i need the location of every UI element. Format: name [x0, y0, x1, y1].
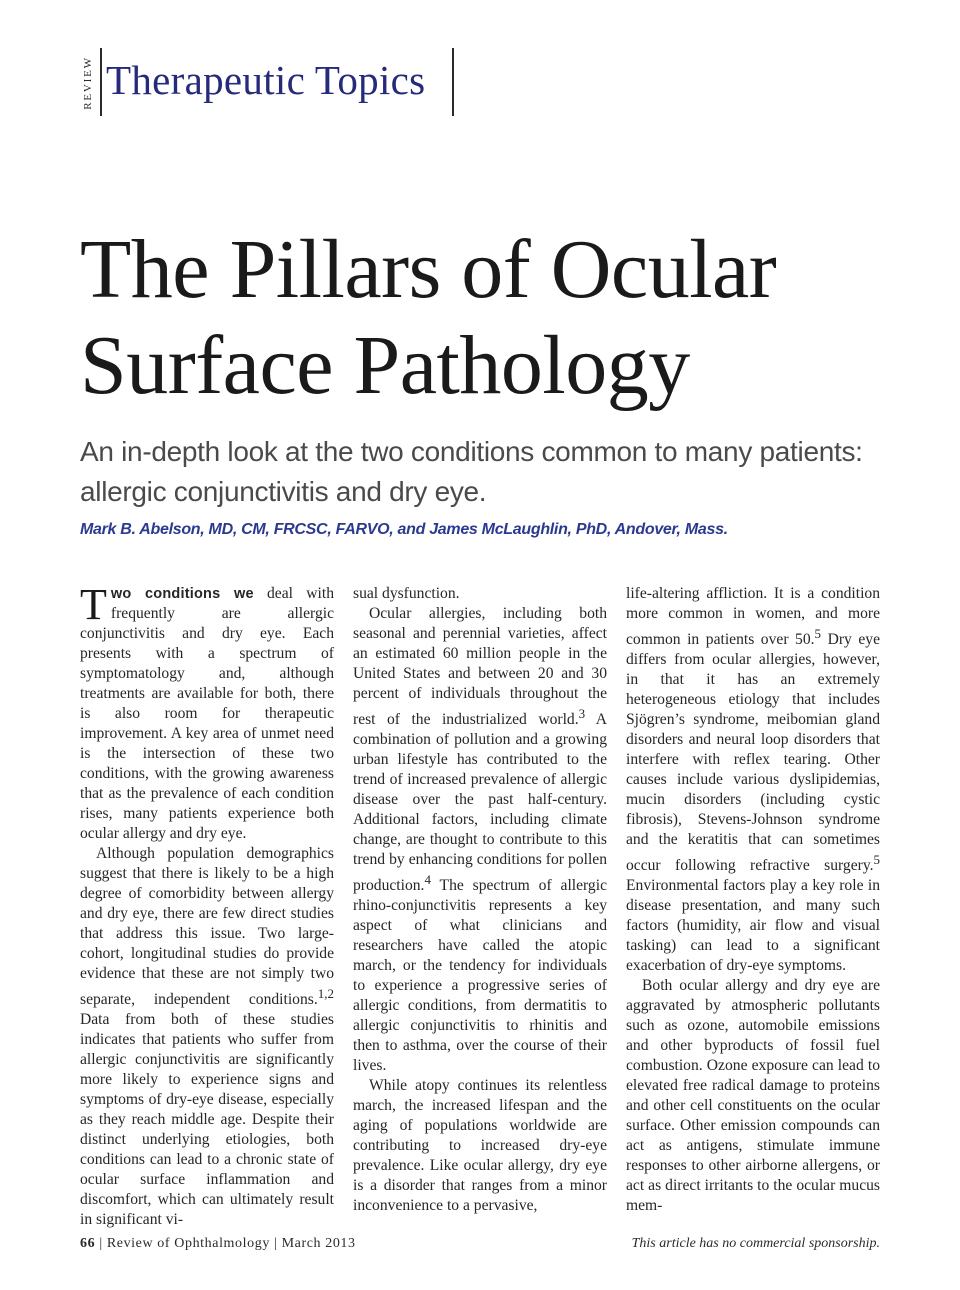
header-rule-right [452, 48, 454, 116]
review-tag-text: REVIEW [82, 56, 95, 110]
body-paragraph [353, 604, 607, 1076]
paragraph-text: Data from both of these studies indicates that patients who suffer from allergic conjunctivitis are significantly more likely to experience signs and symptoms of dry-eye disease, especially as they reach middle age. Despite their distinct underlying etiologies, both conditions can lead to a chronic state of ocular surface inflammation and discomfort, which can ultimately result in significant vi- [80, 1011, 334, 1229]
citation-ref: 5 [873, 852, 880, 868]
body-paragraph [80, 844, 334, 1230]
folio-separator: | [99, 1236, 103, 1251]
folio [80, 1236, 356, 1252]
page-number: 66 [80, 1236, 96, 1251]
article-deck: An in-depth look at the two conditions common to many patients: allergic conjunctivitis and dry eye. [80, 436, 863, 507]
body-paragraph [353, 584, 607, 604]
paragraph-text: Ocular allergies, including both seasonal and perennial varieties, affect an estimated 60 million people in the United States and between 20 and 30 percent of individuals throughout the rest of the industrialized world. [353, 605, 607, 729]
article-byline: Mark B. Abelson, MD, CM, FRCSC, FARVO, and James McLaughlin, PhD, Andover, Mass. [80, 521, 728, 538]
body-paragraph [626, 584, 880, 976]
paragraph-text: Both ocular allergy and dry eye are aggravated by atmospheric pollutants such as ozone, automobile emissions and other byproducts of fossil fuel combustion. Ozone exposure can lead to elevated free radical damage to proteins and other cell constituents on the ocular surface. Other emission compounds can act as antigens, stimulate immune responses to other airborne allergens, or act as direct irritants to the ocular mucus mem- [626, 977, 880, 1215]
body-paragraph [626, 976, 880, 1216]
paragraph-text: The spectrum of allergic rhino-conjunctivitis represents a key aspect of what clinicians and researchers have called the atopic march, or the tendency for individuals to experience a progressive series of allergic conditions, from dermatitis to allergic conjunctivitis to rhinitis and then to asthma, over the course of their lives. [353, 877, 607, 1075]
paragraph-text: Although population demographics suggest that there is likely to be a high degree of comorbidity between allergy and dry eye, there are few direct studies that address this issue. Two large-cohort, longitudinal studies do provide evidence that these are not simply two separate, independent conditions. [80, 845, 334, 1009]
header-rule-left [100, 48, 102, 116]
body-paragraph [353, 1076, 607, 1216]
section-title: Therapeutic Topics [106, 57, 426, 103]
article-body [80, 580, 881, 1229]
lead-in: wo conditions we [110, 586, 254, 602]
page-footer [80, 1236, 880, 1258]
journal-name: Review of Ophthalmology [106, 1236, 270, 1251]
body-column-3 [626, 584, 881, 1215]
body-column-2 [353, 584, 607, 1215]
paragraph-text: While atopy continues its relentless march, the increased lifespan and the aging of populations worldwide are contributing to increased dry-eye prevalence. Like ocular allergy, dry eye is a disorder that ranges from a minor inconvenience to a pervasive, [353, 1077, 607, 1215]
citation-ref: 4 [424, 872, 431, 888]
paragraph-text: Dry eye differs from ocular allergies, however, in that it has an extremely heterogeneous etiology that includes Sjögren’s syndrome, meibomian gland disorders and neural loop disorders that interfere with reflex tearing. Other causes include various dyslipidemias, mucin disorders (including cystic fibrosis), Stevens-Johnson syndrome and the keratitis that can sometimes occur following refractive surgery. [626, 631, 881, 875]
paragraph-text: sual dysfunction. [353, 585, 460, 602]
paragraph-text: life-altering affliction. It is a condition more common in women, and more common in patients over 50. [626, 585, 880, 649]
sponsorship-disclaimer: This article has no commercial sponsorship. [631, 1236, 880, 1251]
drop-cap: T [80, 580, 107, 629]
article-title: The Pillars of Ocular Surface Pathology [80, 223, 777, 412]
citation-ref: 5 [814, 626, 822, 641]
body-column-1 [80, 580, 334, 1229]
paragraph-text: A combination of pollution and a growing urban lifestyle has contributed to the trend of increased prevalence of allergic disease over the past half-century. Additional factors, including climate change, are thought to contribute to this trend by enhancing conditions for pollen production. [353, 711, 607, 895]
paragraph-text: Environmental factors play a key role in disease presentation, and many such factors (humidity, air flow and visual tasking) can lead to a significant exacerbation of dry-eye symptoms. [626, 877, 880, 975]
citation-ref: 1,2 [317, 986, 334, 1001]
issue-date: March 2013 [281, 1236, 356, 1251]
citation-ref: 3 [578, 706, 586, 721]
paragraph-text: deal with frequently are allergic conjunctivitis and dry eye. Each presents with a spectrum of symptomatology and, although treatments are available for both, there is also room for therapeutic improvement. A key area of unmet need is the intersection of these two conditions, with the growing awareness that as the prevalence of each condition rises, many patients experience both ocular allergy and dry eye. [80, 585, 334, 842]
body-paragraph [80, 580, 334, 844]
review-tag [78, 48, 98, 118]
folio-separator: | [274, 1236, 278, 1251]
